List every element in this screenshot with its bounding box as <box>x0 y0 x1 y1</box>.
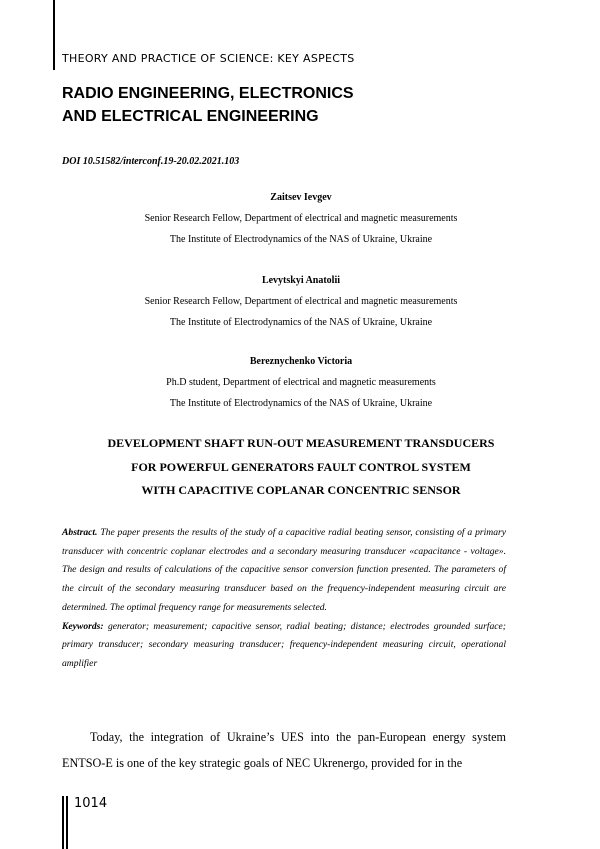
author-name: Zaitsev Ievgev <box>270 192 332 203</box>
author-affiliation: The Institute of Electrodynamics of the NAS of Ukraine, Ukraine <box>169 234 433 245</box>
doi: DOI 10.51582/interconf.19-20.02.2021.103 <box>62 156 240 167</box>
author-position: Senior Research Fellow, Department of electrical and magnetic measurements <box>144 296 458 307</box>
abstract-text: The paper presents the results of the study of a capacitive radial beating sensor, consisting of a primary transducer with concentric coplanar electrodes and a secondary measuring transducer «capacitance - voltage». The design and results of calculations of the capacitive sensor conversion function presented. The parameters of the circuit of the secondary measuring transducer based on the frequency-independent measuring circuit are determined. The optimal frequency range for measurements selected. <box>62 527 506 613</box>
body-paragraph: Today, the integration of Ukraine’s UES into the pan-European energy system ENTSO-E is one of the key strategic goals of NEC Ukrenergo, provided for in the <box>62 730 506 770</box>
header-rule <box>53 0 55 70</box>
running-header: THEORY AND PRACTICE OF SCIENCE: KEY ASPECTS <box>62 52 355 65</box>
paper-title-line-3: WITH CAPACITIVE COPLANAR CONCENTRIC SENSOR <box>141 483 461 497</box>
keywords-label: Keywords: <box>62 620 104 632</box>
author-block-1 <box>62 187 540 250</box>
section-title <box>62 82 354 128</box>
abstract <box>62 524 506 674</box>
footer-rule-2 <box>66 796 68 849</box>
paper-title <box>62 432 540 503</box>
author-affiliation: The Institute of Electrodynamics of the NAS of Ukraine, Ukraine <box>169 398 433 409</box>
keywords-text: generator; measurement; capacitive sensor, radial beating; distance; electrodes grounded surface; primary transducer; secondary measuring transducer; frequency-independent measuring circuit, operational amplifier <box>62 620 506 669</box>
section-title-line-2: AND ELECTRICAL ENGINEERING <box>62 108 319 125</box>
body-text <box>62 724 506 776</box>
page-number: 1014 <box>74 796 108 811</box>
section-title-line-1: RADIO ENGINEERING, ELECTRONICS <box>62 85 354 102</box>
author-name: Bereznychenko Victoria <box>249 356 353 367</box>
author-block-2 <box>62 270 540 333</box>
author-position: Ph.D student, Department of electrical and magnetic measurements <box>166 377 436 388</box>
paper-title-line-1: DEVELOPMENT SHAFT RUN-OUT MEASUREMENT TRANSDUCERS <box>107 436 495 450</box>
author-name: Levytskyi Anatolii <box>261 275 341 286</box>
paper-title-line-2: FOR POWERFUL GENERATORS FAULT CONTROL SYSTEM <box>131 459 471 474</box>
abstract-paragraph <box>62 524 506 618</box>
footer-rule-1 <box>62 796 64 849</box>
abstract-label: Abstract. <box>62 527 98 538</box>
author-block-3 <box>62 351 540 414</box>
author-position: Senior Research Fellow, Department of electrical and magnetic measurements <box>144 213 458 224</box>
author-affiliation: The Institute of Electrodynamics of the NAS of Ukraine, Ukraine <box>169 317 433 328</box>
keywords-paragraph <box>62 618 506 674</box>
